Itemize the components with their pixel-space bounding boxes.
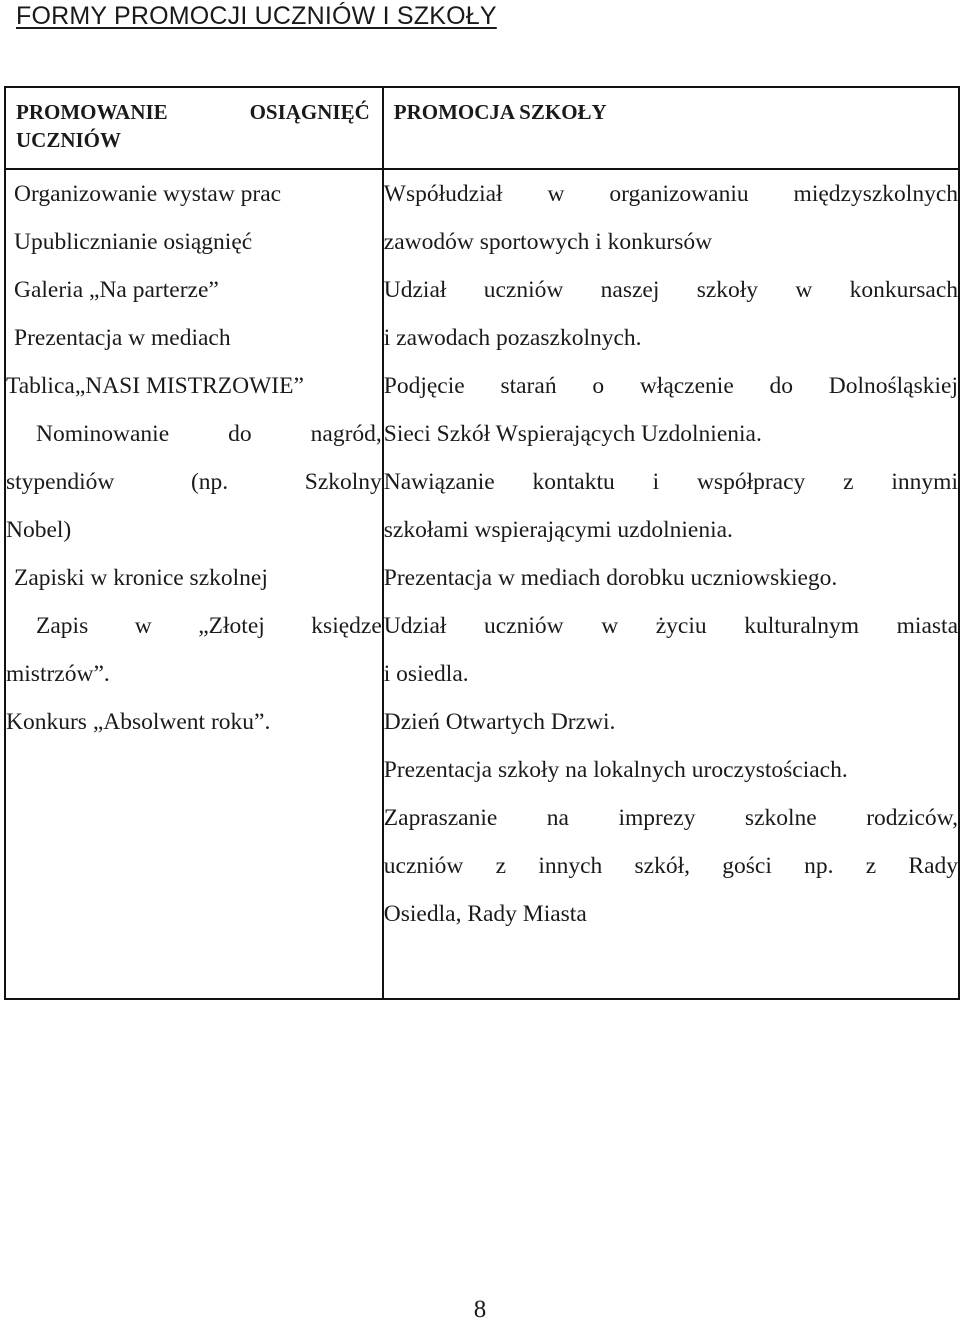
right-column-cell: [383, 169, 959, 999]
left-line: Galeria „Na parterze”: [14, 277, 219, 303]
right-line: Podjęcie starań o włączenie do Dolnośląskiej: [383, 373, 958, 399]
right-line: i osiedla.: [383, 661, 469, 687]
right-line: szkołami wspierającymi uzdolnienia.: [383, 517, 733, 543]
table-header-row: [5, 87, 959, 169]
page-number: 8: [473, 1296, 487, 1323]
header-left-word-1: PROMOWANIE: [16, 100, 168, 124]
table-body-row: [5, 169, 959, 999]
left-line: Konkurs „Absolwent roku”.: [6, 709, 271, 735]
header-left-word-2: OSIĄGNIĘĆ: [249, 100, 370, 124]
right-line: uczniów z innych szkół, gości np. z Rady: [383, 853, 958, 879]
right-line: Prezentacja w mediach dorobku uczniowskiego.: [383, 565, 838, 591]
right-line: Współudział w organizowaniu międzyszkolnych: [383, 181, 958, 207]
right-line: Zapraszanie na imprezy szkolne rodziców,: [383, 805, 958, 831]
header-left-word-3: UCZNIÓW: [16, 128, 122, 152]
document-title: FORMY PROMOCJI UCZNIÓW I SZKOŁY: [16, 2, 497, 30]
left-line: mistrzów”.: [6, 661, 110, 687]
right-line: i zawodach pozaszkolnych.: [383, 325, 642, 351]
left-line: stypendiów (np. Szkolny: [6, 469, 382, 495]
header-cell-school-promotion: [383, 87, 959, 169]
promotion-forms-table: [4, 86, 960, 1000]
left-line: Upublicznianie osiągnięć: [14, 229, 253, 255]
right-line: Dzień Otwartych Drzwi.: [383, 709, 616, 735]
left-line: Prezentacja w mediach: [14, 325, 231, 351]
right-line: Sieci Szkół Wspierających Uzdolnienia.: [383, 421, 762, 447]
left-line: Zapis w „Złotej księdze: [36, 613, 382, 639]
left-line: Nobel): [6, 517, 72, 543]
left-line: Organizowanie wystaw prac: [14, 181, 282, 207]
right-line: Osiedla, Rady Miasta: [383, 901, 587, 927]
left-line: Zapiski w kronice szkolnej: [14, 565, 268, 591]
right-line: Nawiązanie kontaktu i współpracy z innymi: [383, 469, 958, 495]
right-line: Udział uczniów naszej szkoły w konkursach: [383, 277, 958, 303]
right-line: Prezentacja szkoły na lokalnych uroczystościach.: [383, 757, 848, 783]
left-column-cell: [5, 169, 383, 999]
header-right-label: PROMOCJA SZKOŁY: [393, 100, 607, 124]
header-cell-student-achievements: [5, 87, 383, 169]
right-line: Udział uczniów w życiu kulturalnym miasta: [383, 613, 958, 639]
left-line: Tablica„NASI MISTRZOWIE”: [6, 373, 304, 399]
right-line: zawodów sportowych i konkursów: [383, 229, 713, 255]
left-line: Nominowanie do nagród,: [36, 421, 382, 447]
